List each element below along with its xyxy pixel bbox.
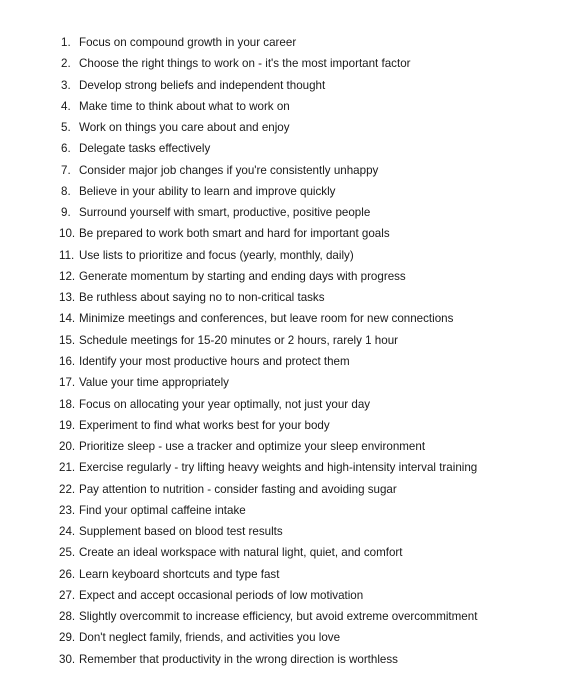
list-item-text: Focus on allocating your year optimally, not just your day (79, 397, 371, 411)
list-item-text: Focus on compound growth in your career (79, 36, 297, 49)
list-item-text: Prioritize sleep - use a tracker and optimize your sleep environment (79, 440, 426, 454)
list-item-text: Expect and accept occasional periods of low motivation (79, 588, 364, 602)
list-item (0, 75, 565, 96)
list-item-number: 27. (59, 588, 76, 602)
list-item-text: Minimize meetings and conferences, but leave room for new connections (79, 312, 454, 326)
list-item (0, 287, 565, 308)
list-item-text: Schedule meetings for 15-20 minutes or 2 hours, rarely 1 hour (79, 333, 398, 347)
list-item (0, 564, 565, 585)
list-item-number: 15. (59, 333, 76, 347)
list-item-number: 25. (59, 546, 76, 560)
list-item-text: Don't neglect family, friends, and activities you love (79, 631, 341, 645)
list-item-number: 20. (59, 440, 76, 454)
list-item-number: 9. (61, 206, 71, 220)
list-item-text: Use lists to prioritize and focus (yearly, monthly, daily) (79, 248, 354, 262)
list-item (0, 415, 565, 436)
list-item-number: 29. (59, 631, 76, 645)
list-item-text: Choose the right things to work on - it's the most important factor (79, 57, 411, 71)
list-item-number: 12. (59, 269, 76, 283)
list-item (0, 117, 565, 138)
list-item (0, 627, 565, 648)
list-item (0, 351, 565, 372)
list-item-number: 3. (61, 78, 71, 92)
list-item-text: Remember that productivity in the wrong direction is worthless (79, 652, 398, 666)
list-item-text: Delegate tasks effectively (79, 142, 211, 156)
list-item-number: 23. (59, 503, 76, 517)
list-item (0, 542, 565, 563)
list-item-text: Experiment to find what works best for your body (79, 418, 330, 432)
list-item (0, 606, 565, 627)
list-item-text: Find your optimal caffeine intake (79, 503, 246, 517)
list-item-text: Supplement based on blood test results (79, 525, 283, 539)
list-item-text: Exercise regularly - try lifting heavy weights and high-intensity interval training (79, 461, 478, 475)
list-item-text: Create an ideal workspace with natural light, quiet, and comfort (79, 546, 403, 560)
list-item (0, 96, 565, 117)
list-item-text: Surround yourself with smart, productive, positive people (79, 206, 371, 220)
list-item-number: 4. (61, 99, 71, 113)
list-item (0, 202, 565, 223)
list-item (0, 138, 565, 159)
list-item-text: Generate momentum by starting and ending days with progress (79, 269, 406, 283)
list-item-text: Pay attention to nutrition - consider fasting and avoiding sugar (79, 482, 397, 496)
list-item-number: 10. (59, 227, 76, 241)
list-item (0, 457, 565, 478)
list-item-number: 19. (59, 418, 76, 432)
list-item-number: 7. (61, 163, 71, 177)
numbered-list (0, 32, 565, 670)
list-item (0, 521, 565, 542)
list-item-number: 6. (61, 142, 71, 156)
list-item (0, 32, 565, 53)
list-item-text: Learn keyboard shortcuts and type fast (79, 567, 280, 581)
list-item-number: 16. (59, 354, 76, 368)
list-item (0, 585, 565, 606)
list-item (0, 436, 565, 457)
list-item-number: 11. (59, 248, 75, 262)
list-item-number: 5. (61, 121, 71, 135)
list-item-number: 17. (59, 376, 76, 390)
list-item (0, 181, 565, 202)
list-item (0, 53, 565, 74)
list-item (0, 160, 565, 181)
list-item (0, 266, 565, 287)
list-item-number: 2. (61, 57, 71, 71)
list-item (0, 330, 565, 351)
list-item-number: 28. (59, 610, 76, 624)
list-item-number: 30. (59, 652, 76, 666)
list-item-text: Value your time appropriately (79, 376, 229, 390)
list-item-number: 14. (59, 312, 76, 326)
list-item (0, 500, 565, 521)
list-item-number: 22. (59, 482, 76, 496)
list-item (0, 479, 565, 500)
list-item (0, 308, 565, 329)
list-item-text: Be ruthless about saying no to non-critical tasks (79, 291, 325, 305)
list-item-text: Believe in your ability to learn and improve quickly (79, 184, 336, 198)
list-item-text: Identify your most productive hours and protect them (79, 354, 350, 368)
list-item-text: Make time to think about what to work on (79, 99, 290, 113)
list-item-number: 13. (59, 291, 76, 305)
list-item (0, 394, 565, 415)
list-item-number: 8. (61, 184, 71, 198)
list-item-text: Develop strong beliefs and independent thought (79, 78, 326, 92)
list-item (0, 649, 565, 670)
list-item (0, 372, 565, 393)
list-item-text: Consider major job changes if you're consistently unhappy (79, 163, 379, 177)
list-item-text: Work on things you care about and enjoy (79, 121, 290, 135)
list-item (0, 245, 565, 266)
list-item (0, 223, 565, 244)
list-item-number: 1. (61, 36, 71, 49)
list-item-number: 24. (59, 525, 76, 539)
list-item-number: 18. (59, 397, 76, 411)
list-item-number: 26. (59, 567, 76, 581)
list-item-text: Be prepared to work both smart and hard for important goals (79, 227, 390, 241)
list-item-number: 21. (59, 461, 76, 475)
list-item-text: Slightly overcommit to increase efficiency, but avoid extreme overcommitment (79, 610, 478, 624)
